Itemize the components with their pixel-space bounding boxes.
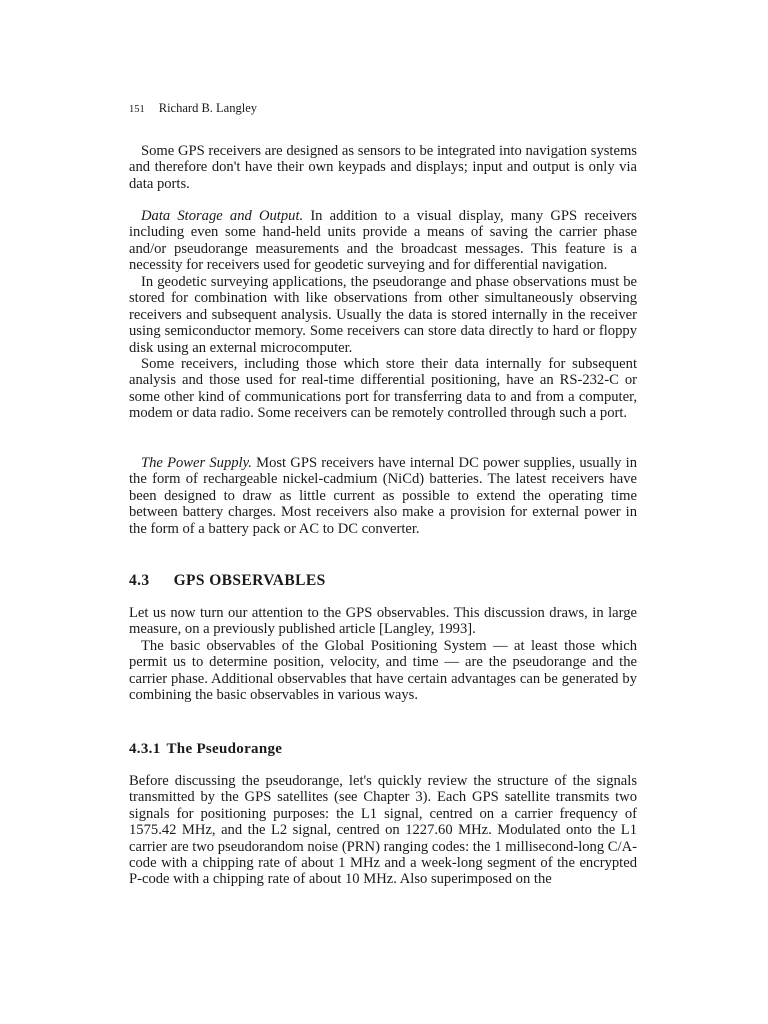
paragraph-body: In addition to a visual display, many GPS receivers including even some hand-held units provide a means of saving the carrier phase and/or pseudorange measurements and the broadcast messages. This feature is a necessity for receivers used for geodetic surveying and for differential navigation. [129, 208, 637, 274]
subsection-heading [129, 741, 282, 758]
page-number: 151 [129, 104, 145, 115]
paragraph-run-in-title: The Power Supply. [141, 455, 252, 471]
paragraph-communications-port: Some receivers, including those which store their data internally for subsequent analysis and those used for real-time differential positioning, have an RS-232-C or some other kind of communications port for transferring data to and from a computer, modem or data radio. Some receivers can be remotely controlled through such a port. [129, 356, 637, 422]
section-heading [129, 572, 326, 590]
paragraph-data-storage [129, 208, 637, 274]
author-name: Richard B. Langley [158, 101, 257, 115]
section-number: 4.3 [129, 572, 150, 589]
paragraph-sensor-receivers: Some GPS receivers are designed as sensors to be integrated into navigation systems and therefore don't have their own keypads and displays; input and output is only via data ports. [129, 143, 637, 192]
section-title: GPS OBSERVABLES [173, 572, 326, 589]
running-head [129, 101, 257, 116]
paragraph-body: Most GPS receivers have internal DC power supplies, usually in the form of rechargeable nickel-cadmium (NiCd) batteries. The latest receivers have been designed to draw as little current as possible to extend the operating time between battery charges. Most receivers also make a provision for external power in the form of a battery pack or AC to DC converter. [129, 455, 638, 537]
subsection-number: 4.3.1 [129, 741, 161, 757]
paragraph-pseudorange: Before discussing the pseudorange, let's quickly review the structure of the signals transmitted by the GPS satellites (see Chapter 3). Each GPS satellite transmits two signals for positioning purposes: the L1 signal, centred on a carrier frequency of 1575.42 MHz, and the L2 signal, centred on 1227.60 MHz. Modulated onto the L1 carrier are two pseudorandom noise (PRN) ranging codes: the 1 millisecond-long C/A-code with a chipping rate of about 1 MHz and a week-long segment of the encrypted P-code with a chipping rate of about 10 MHz. Also superimposed on the [129, 773, 637, 888]
paragraph-power-supply [129, 455, 637, 537]
paragraph-basic-observables: The basic observables of the Global Positioning System — at least those which permit us to determine position, velocity, and time — are the pseudorange and the carrier phase. Additional observables that have certain advantages can be generated by combining the basic observables in various ways. [129, 638, 637, 704]
paragraph-run-in-title: Data Storage and Output. [141, 208, 304, 224]
paragraph-geodetic-surveying: In geodetic surveying applications, the pseudorange and phase observations must be stored for combination with like observations from other simultaneously observing receivers and subsequent analysis. Usually the data is stored internally in the receiver using semiconductor memory. Some receivers can store data directly to hard or floppy disk using an external microcomputer. [129, 274, 637, 356]
subsection-title: The Pseudorange [166, 741, 283, 757]
paragraph-observables-intro: Let us now turn our attention to the GPS observables. This discussion draws, in large measure, on a previously published article [Langley, 1993]. [129, 605, 637, 638]
